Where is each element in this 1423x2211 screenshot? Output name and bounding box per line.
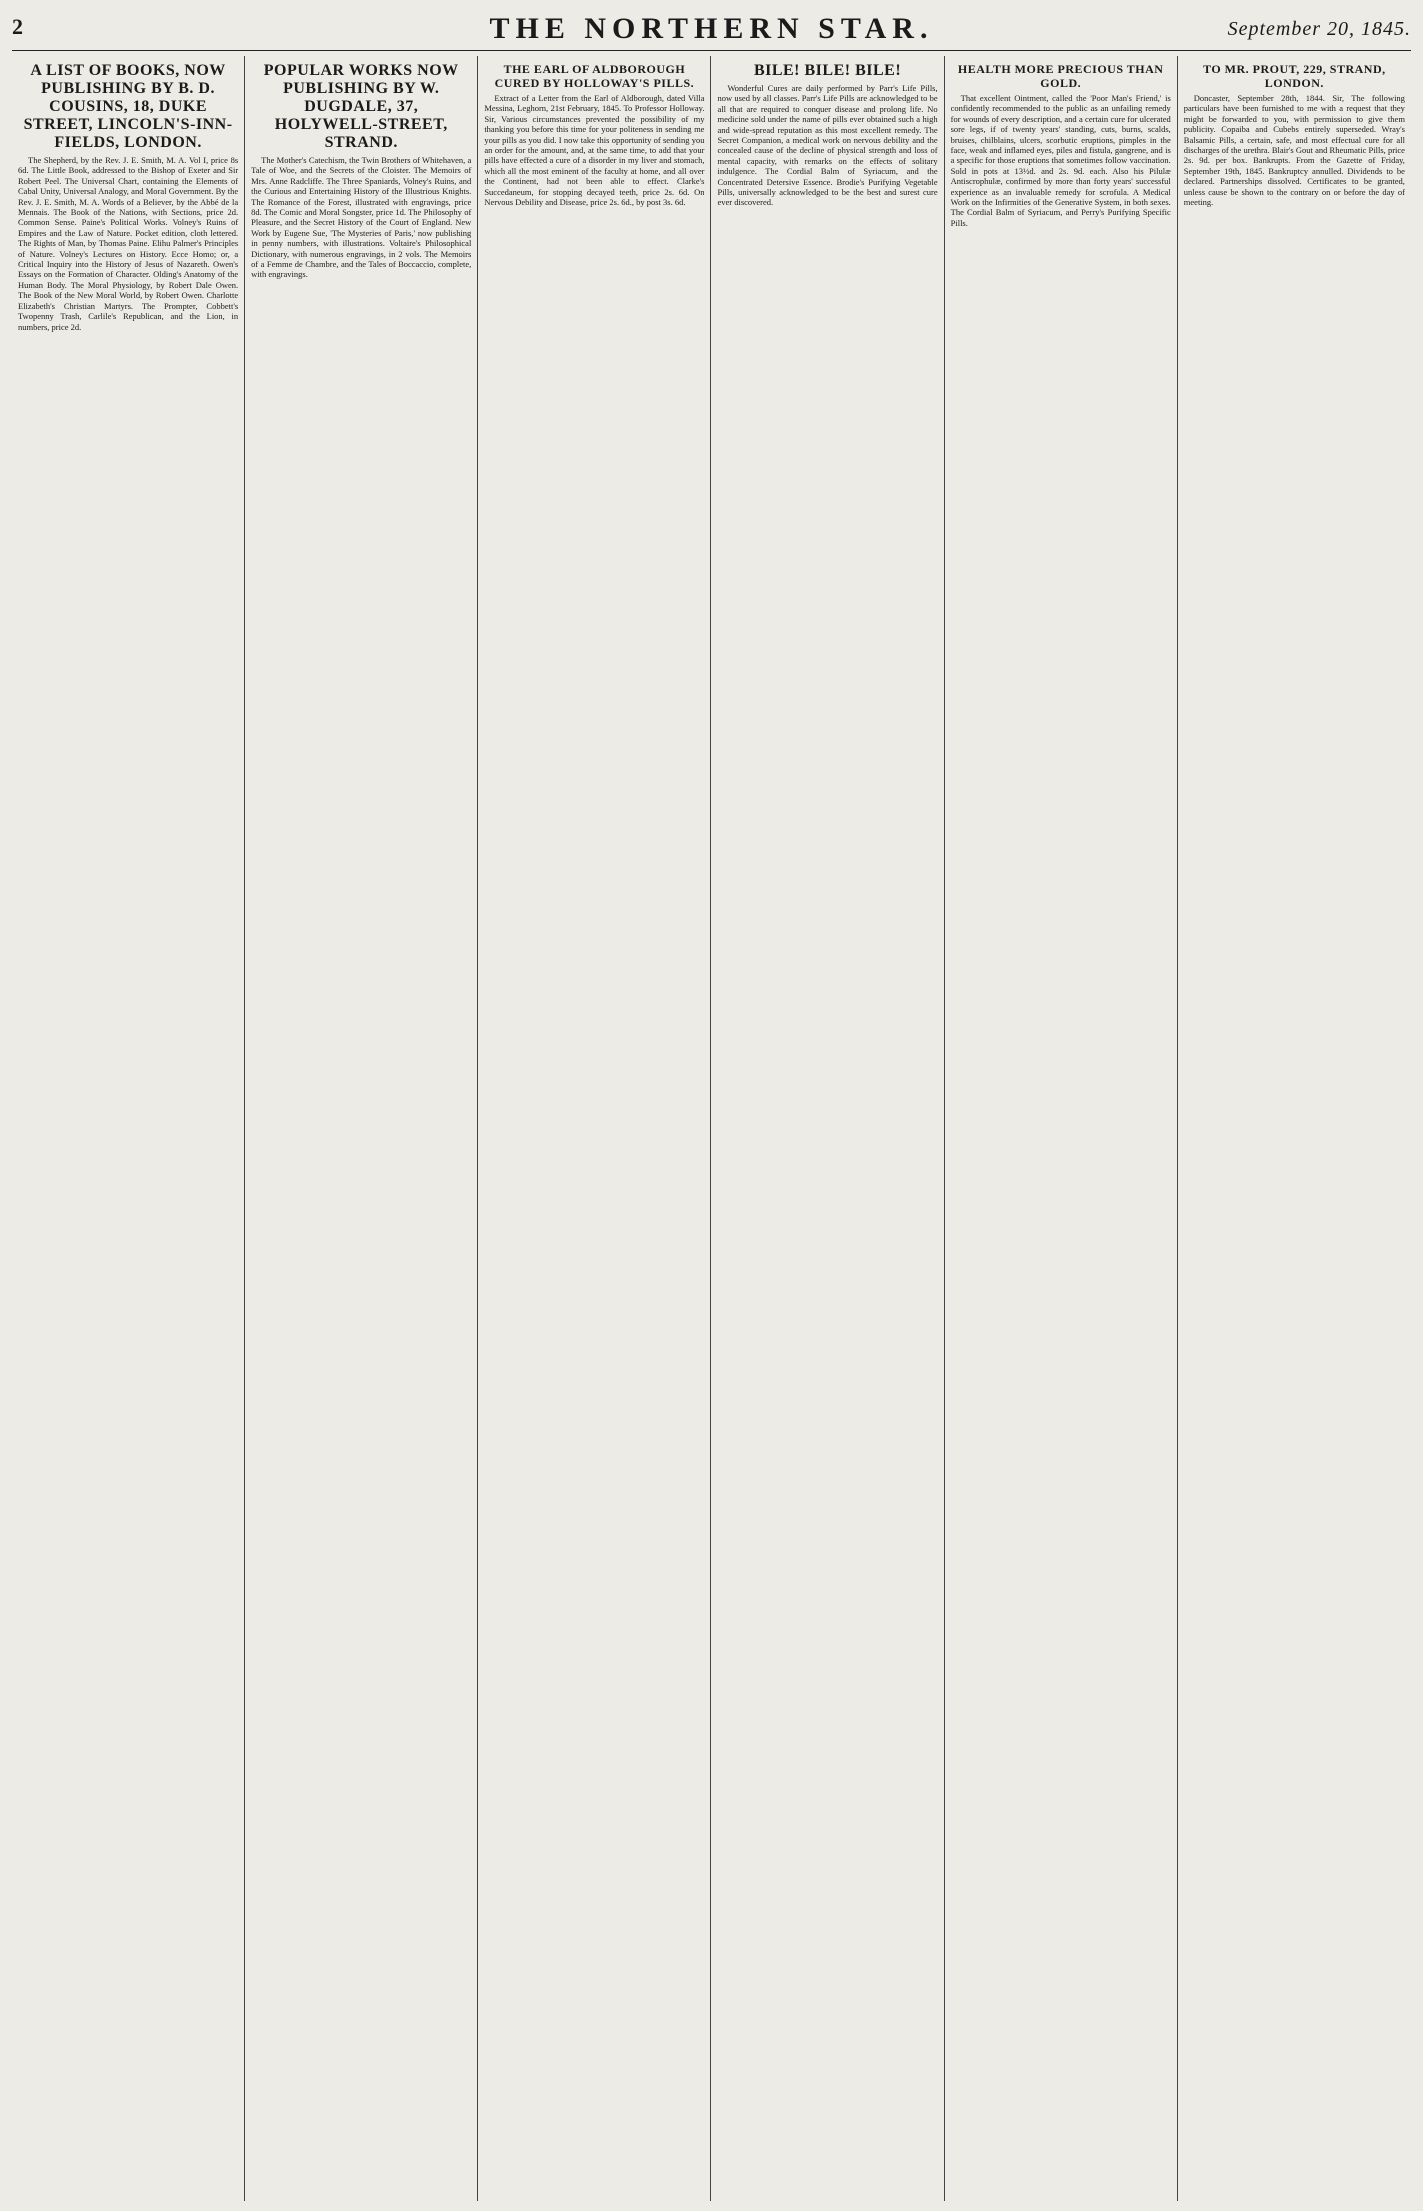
page-number: 2 xyxy=(12,14,23,39)
column-text: Doncaster, September 28th, 1844. Sir, The following particulars have been furnished to me with a request that they might be forwarded to you, with permission to give them publicity. Copaiba and Cubebs entirely superseded. Wray's Balsamic Pills, a certain, safe, and most effectual cure for all discharges of the urethra. Blair's Gout and Rheumatic Pills, price 2s. 9d. per box. Bankrupts. From the Gazette of Friday, September 19th, 1845. Bankruptcy annulled. Dividends to be declared. Partnerships dissolved. Certificates to be granted, unless cause be shown to the contrary on or before the day of meeting. xyxy=(1183,93,1405,208)
column-headline: POPULAR WORKS NOW PUBLISHING BY W. DUGDALE, 37, HOLYWELL-STREET, STRAND. xyxy=(263,62,459,151)
column-text: The Shepherd, by the Rev. J. E. Smith, M. A. Vol I, price 8s 6d. The Little Book, addressed to the Bishop of Exeter and Sir Robert Peel. The Universal Chart, containing the Elements of Cabal Unity, Universal Analogy, and Moral Government. By the Rev. J. E. Smith, M. A. Words of a Believer, by the Abbé de la Mennais. The Book of the Nations, with Sections, price 2d. Common Sense. Paine's Political Works. Volney's Ruins of Empires and the Law of Nature. Pocket edition, cloth lettered. The Rights of Man, by Thomas Paine. Elihu Palmer's Principles of Nature. Volney's Lectures on History. Ecce Homo; or, a Critical Inquiry into the History of Jesus of Nazareth. Owen's Essays on the Formation of Character. Olding's Anatomy of the Human Body. The Moral Physiology, by Robert Dale Owen. The Book of the New Moral World, by Robert Owen. Charlotte Elizabeth's Christian Martyrs. The Prompter, Cobbett's Twopenny Trash, Carlile's Republican, and the Lion, in numbers, price 2d. xyxy=(18,155,239,332)
column-5 xyxy=(945,56,1178,2201)
column-headline: BILE! BILE! BILE! xyxy=(753,62,902,79)
column-headline: A LIST OF BOOKS, NOW PUBLISHING BY B. D. COUSINS, 18, DUKE STREET, LINCOLN'S-INN-FIELDS, LONDON. xyxy=(23,62,233,151)
masthead xyxy=(12,12,1411,46)
column-text: Wonderful Cures are daily performed by Parr's Life Pills, now used by all classes. Parr's Life Pills are acknowledged to be all that are required to conquer disease and prolong life. No medicine sold under the name of pills ever obtained such a high and wide-spread reputation as this most excellent remedy. The Secret Companion, a medical work on nervous debility and the concealed cause of the decline of physical strength and loss of mental capacity, with remarks on the effects of solitary indulgence. The Cordial Balm of Syriacum, and the Concentrated Detersive Essence. Brodie's Purifying Vegetable Pills, universally acknowledged to be the best and surest cure ever discovered. xyxy=(717,83,938,208)
column-2 xyxy=(245,56,478,2201)
column-headline: THE EARL OF ALDBOROUGH CURED BY HOLLOWAY'S PILLS. xyxy=(494,62,695,90)
column-text: The Mother's Catechism, the Twin Brothers of Whitehaven, a Tale of Woe, and the Secrets of the Cloister. The Memoirs of Mrs. Anne Radcliffe. The Three Spaniards, Volney's Ruins, and the Curious and Entertaining History of the Illustrious Knights. The Romance of the Forest, illustrated with engravings, price 8d. The Comic and Moral Songster, price 1d. The Philosophy of Pleasure, and the Secret History of the Court of England. New Work by Eugene Sue, 'The Mysteries of Paris,' now publishing in penny numbers, with illustrations. Voltaire's Philosophical Dictionary, with numerous engravings, in 2 vols. The Memoirs of a Femme de Chambre, and the Tales of Boccaccio, complete, with engravings. xyxy=(251,155,472,280)
masthead-rule xyxy=(12,50,1411,51)
column-text: That excellent Ointment, called the 'Poor Man's Friend,' is confidently recommended to the public as an unfailing remedy for wounds of every description, and a certain cure for ulcerated sore legs, if of twenty years' standing, cuts, burns, scalds, bruises, chilblains, ulcers, scorbutic eruptions, pimples in the face, weak and inflamed eyes, piles and fistula, gangrene, and is a specific for those eruptions that sometimes follow vaccination. Sold in pots at 13½d. and 2s. 9d. each. Also his Pilulæ Antiscrophulæ, confirmed by more than forty years' successful experience as an invaluable remedy for scrofula. A Medical Work on the Infirmities of the Generative System, in both sexes. The Cordial Balm of Syriacum, and Perry's Purifying Specific Pills. xyxy=(950,93,1171,228)
issue-date: September 20, 1845. xyxy=(1227,18,1411,40)
columns xyxy=(12,56,1411,2201)
column-1 xyxy=(12,56,245,2201)
column-headline: HEALTH MORE PRECIOUS THAN GOLD. xyxy=(957,62,1164,90)
column-3 xyxy=(478,56,711,2201)
column-headline: TO MR. PROUT, 229, STRAND, LONDON. xyxy=(1203,62,1386,90)
column-6 xyxy=(1178,56,1411,2201)
column-text: Extract of a Letter from the Earl of Aldborough, dated Villa Messina, Leghorn, 21st February, 1845. To Professor Holloway. Sir, Various circumstances prevented the possibility of my thanking you before this time for your politeness in sending me your pills as you did. I now take this opportunity of sending you an order for the amount, and, at the same time, to add that your pills have effected a cure of a disorder in my liver and stomach, which all the most eminent of the faculty at home, and all over the Continent, had not been able to effect. Clarke's Succedaneum, for stopping decayed teeth, price 2s. 6d. On Nervous Debility and Disease, price 2s. 6d., by post 3s. 6d. xyxy=(484,93,705,208)
column-4 xyxy=(711,56,944,2201)
newspaper-title: THE NORTHERN STAR. xyxy=(489,12,934,45)
